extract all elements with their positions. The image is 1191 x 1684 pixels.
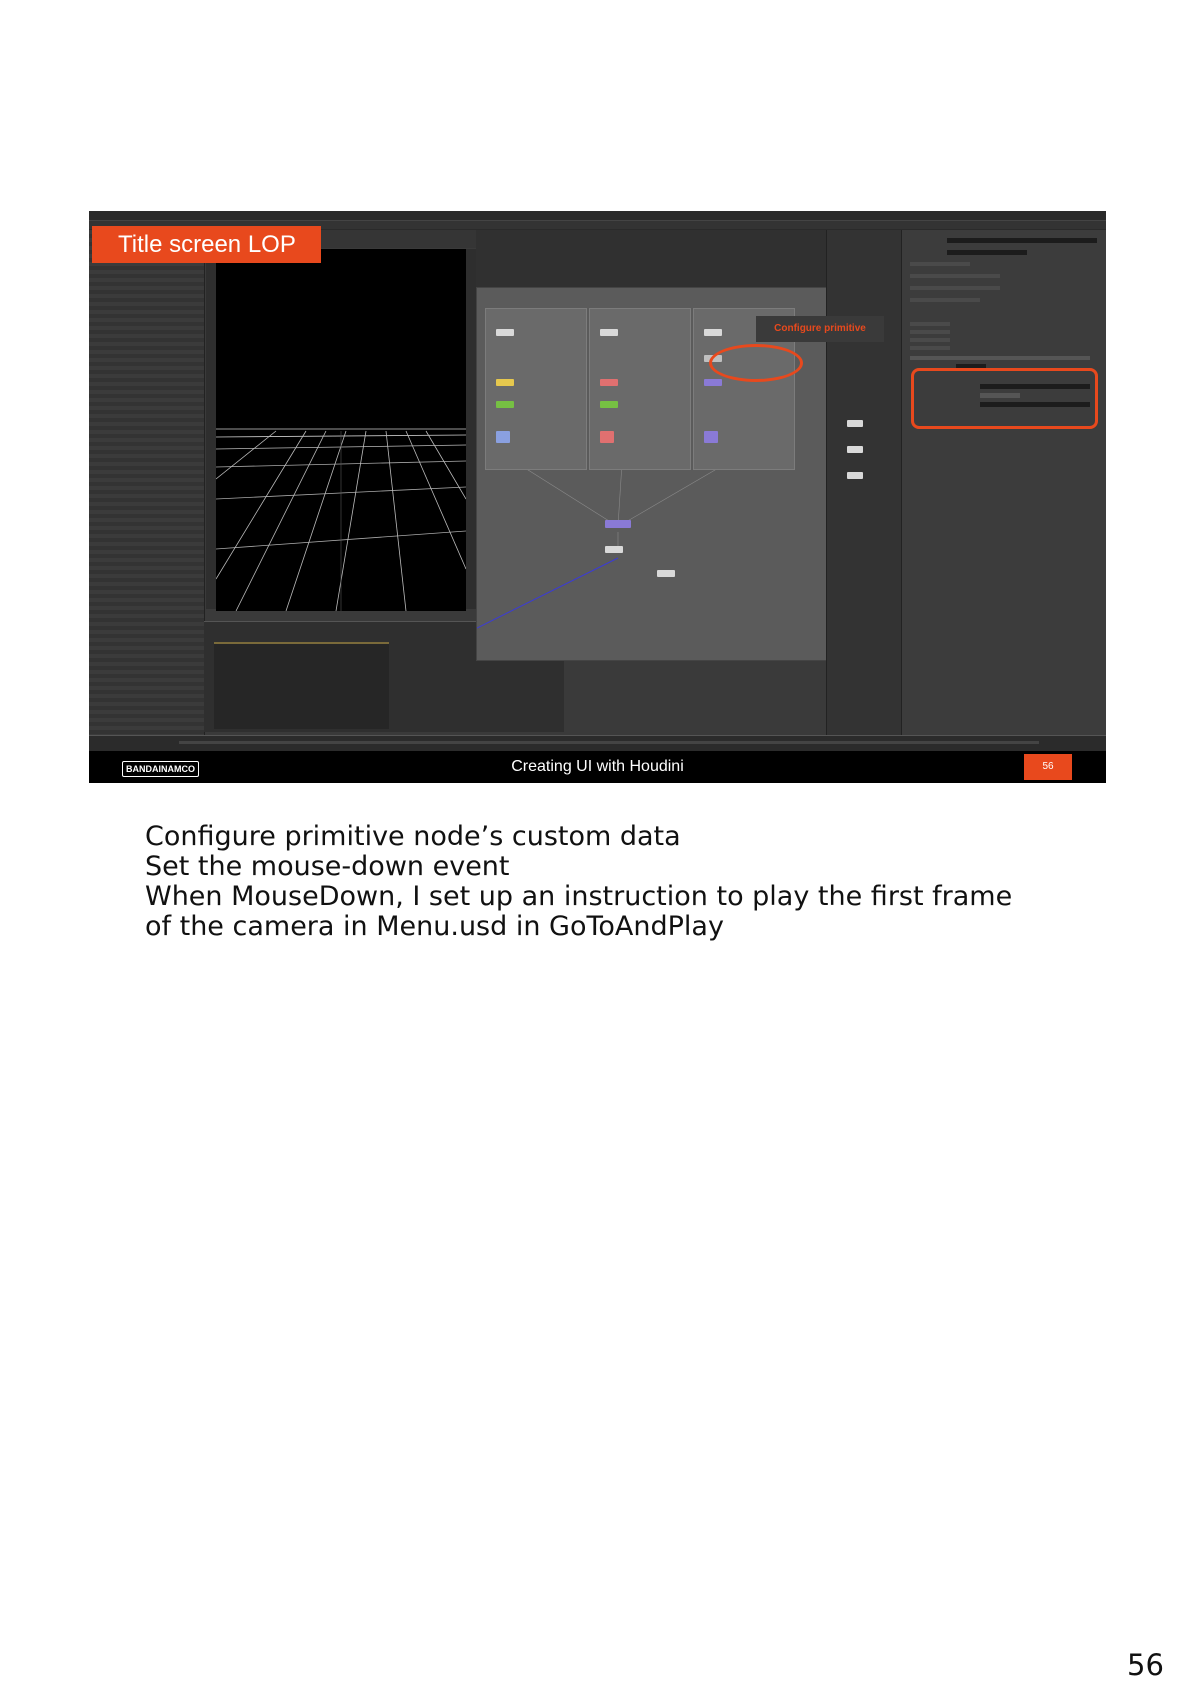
node[interactable] [496, 401, 514, 408]
menu-bar [89, 211, 1106, 221]
node[interactable] [847, 420, 863, 427]
bandainamco-logo: BANDAINAMCO [122, 761, 199, 777]
network-box-1[interactable] [485, 308, 587, 470]
parameter-panel[interactable] [901, 230, 1106, 735]
custom-data-folder[interactable] [910, 356, 1090, 360]
parameter-row [910, 322, 950, 326]
timeline-bar[interactable] [89, 735, 1106, 752]
node[interactable] [657, 570, 675, 577]
footer-title: Creating UI with Houdini [511, 758, 684, 775]
viewport-display-sidebar[interactable] [466, 249, 476, 609]
highlight-circle [709, 344, 803, 382]
parameter-row [910, 346, 950, 350]
node[interactable] [496, 379, 514, 386]
parameter-row [910, 274, 1000, 278]
highlight-rectangle [911, 368, 1098, 429]
scene-graph-tree-panel[interactable] [89, 230, 205, 735]
description-line: Set the mouse-down event [145, 851, 510, 882]
description-text [145, 822, 1105, 942]
slide-overlay-title: Title screen LOP [92, 226, 321, 263]
node[interactable] [704, 379, 722, 386]
node[interactable] [605, 546, 623, 553]
parameter-row [910, 330, 950, 334]
details-table [214, 642, 389, 729]
description-line: When MouseDown, I set up an instruction to play the first frame [145, 881, 1013, 912]
footer-page-badge: 56 [1024, 754, 1072, 780]
node[interactable] [600, 329, 618, 336]
network-editor-toolbar[interactable] [476, 230, 826, 287]
parameter-row [910, 298, 980, 302]
node[interactable] [600, 379, 618, 386]
node[interactable] [600, 401, 618, 408]
houdini-window [89, 211, 1106, 751]
slide-footer [89, 751, 1106, 783]
slide-screenshot [89, 211, 1106, 783]
parameter-row [910, 262, 970, 266]
node[interactable] [847, 446, 863, 453]
viewport-grid-render [216, 249, 466, 611]
object-network-panel[interactable] [826, 230, 902, 735]
network-editor-canvas[interactable] [476, 287, 828, 661]
parameter-field[interactable] [947, 250, 1027, 255]
node[interactable] [704, 329, 722, 336]
configure-primitive-callout: Configure primitive [756, 316, 884, 342]
node[interactable] [496, 329, 514, 336]
node[interactable] [847, 472, 863, 479]
timeline-track[interactable] [179, 741, 1039, 744]
parameter-field[interactable] [947, 238, 1097, 243]
node[interactable] [496, 431, 510, 443]
node[interactable] [600, 431, 614, 443]
parameter-row [910, 286, 1000, 290]
page-number: 56 [1127, 1648, 1164, 1682]
network-box-2[interactable] [589, 308, 691, 470]
parameter-row [910, 338, 950, 342]
viewport-tool-sidebar[interactable] [206, 249, 216, 609]
description-line: Configure primitive node’s custom data [145, 821, 681, 852]
scene-viewport[interactable] [216, 249, 466, 611]
merge-node[interactable] [605, 520, 631, 528]
description-line: of the camera in Menu.usd in GoToAndPlay [145, 911, 724, 942]
node[interactable] [704, 431, 718, 443]
